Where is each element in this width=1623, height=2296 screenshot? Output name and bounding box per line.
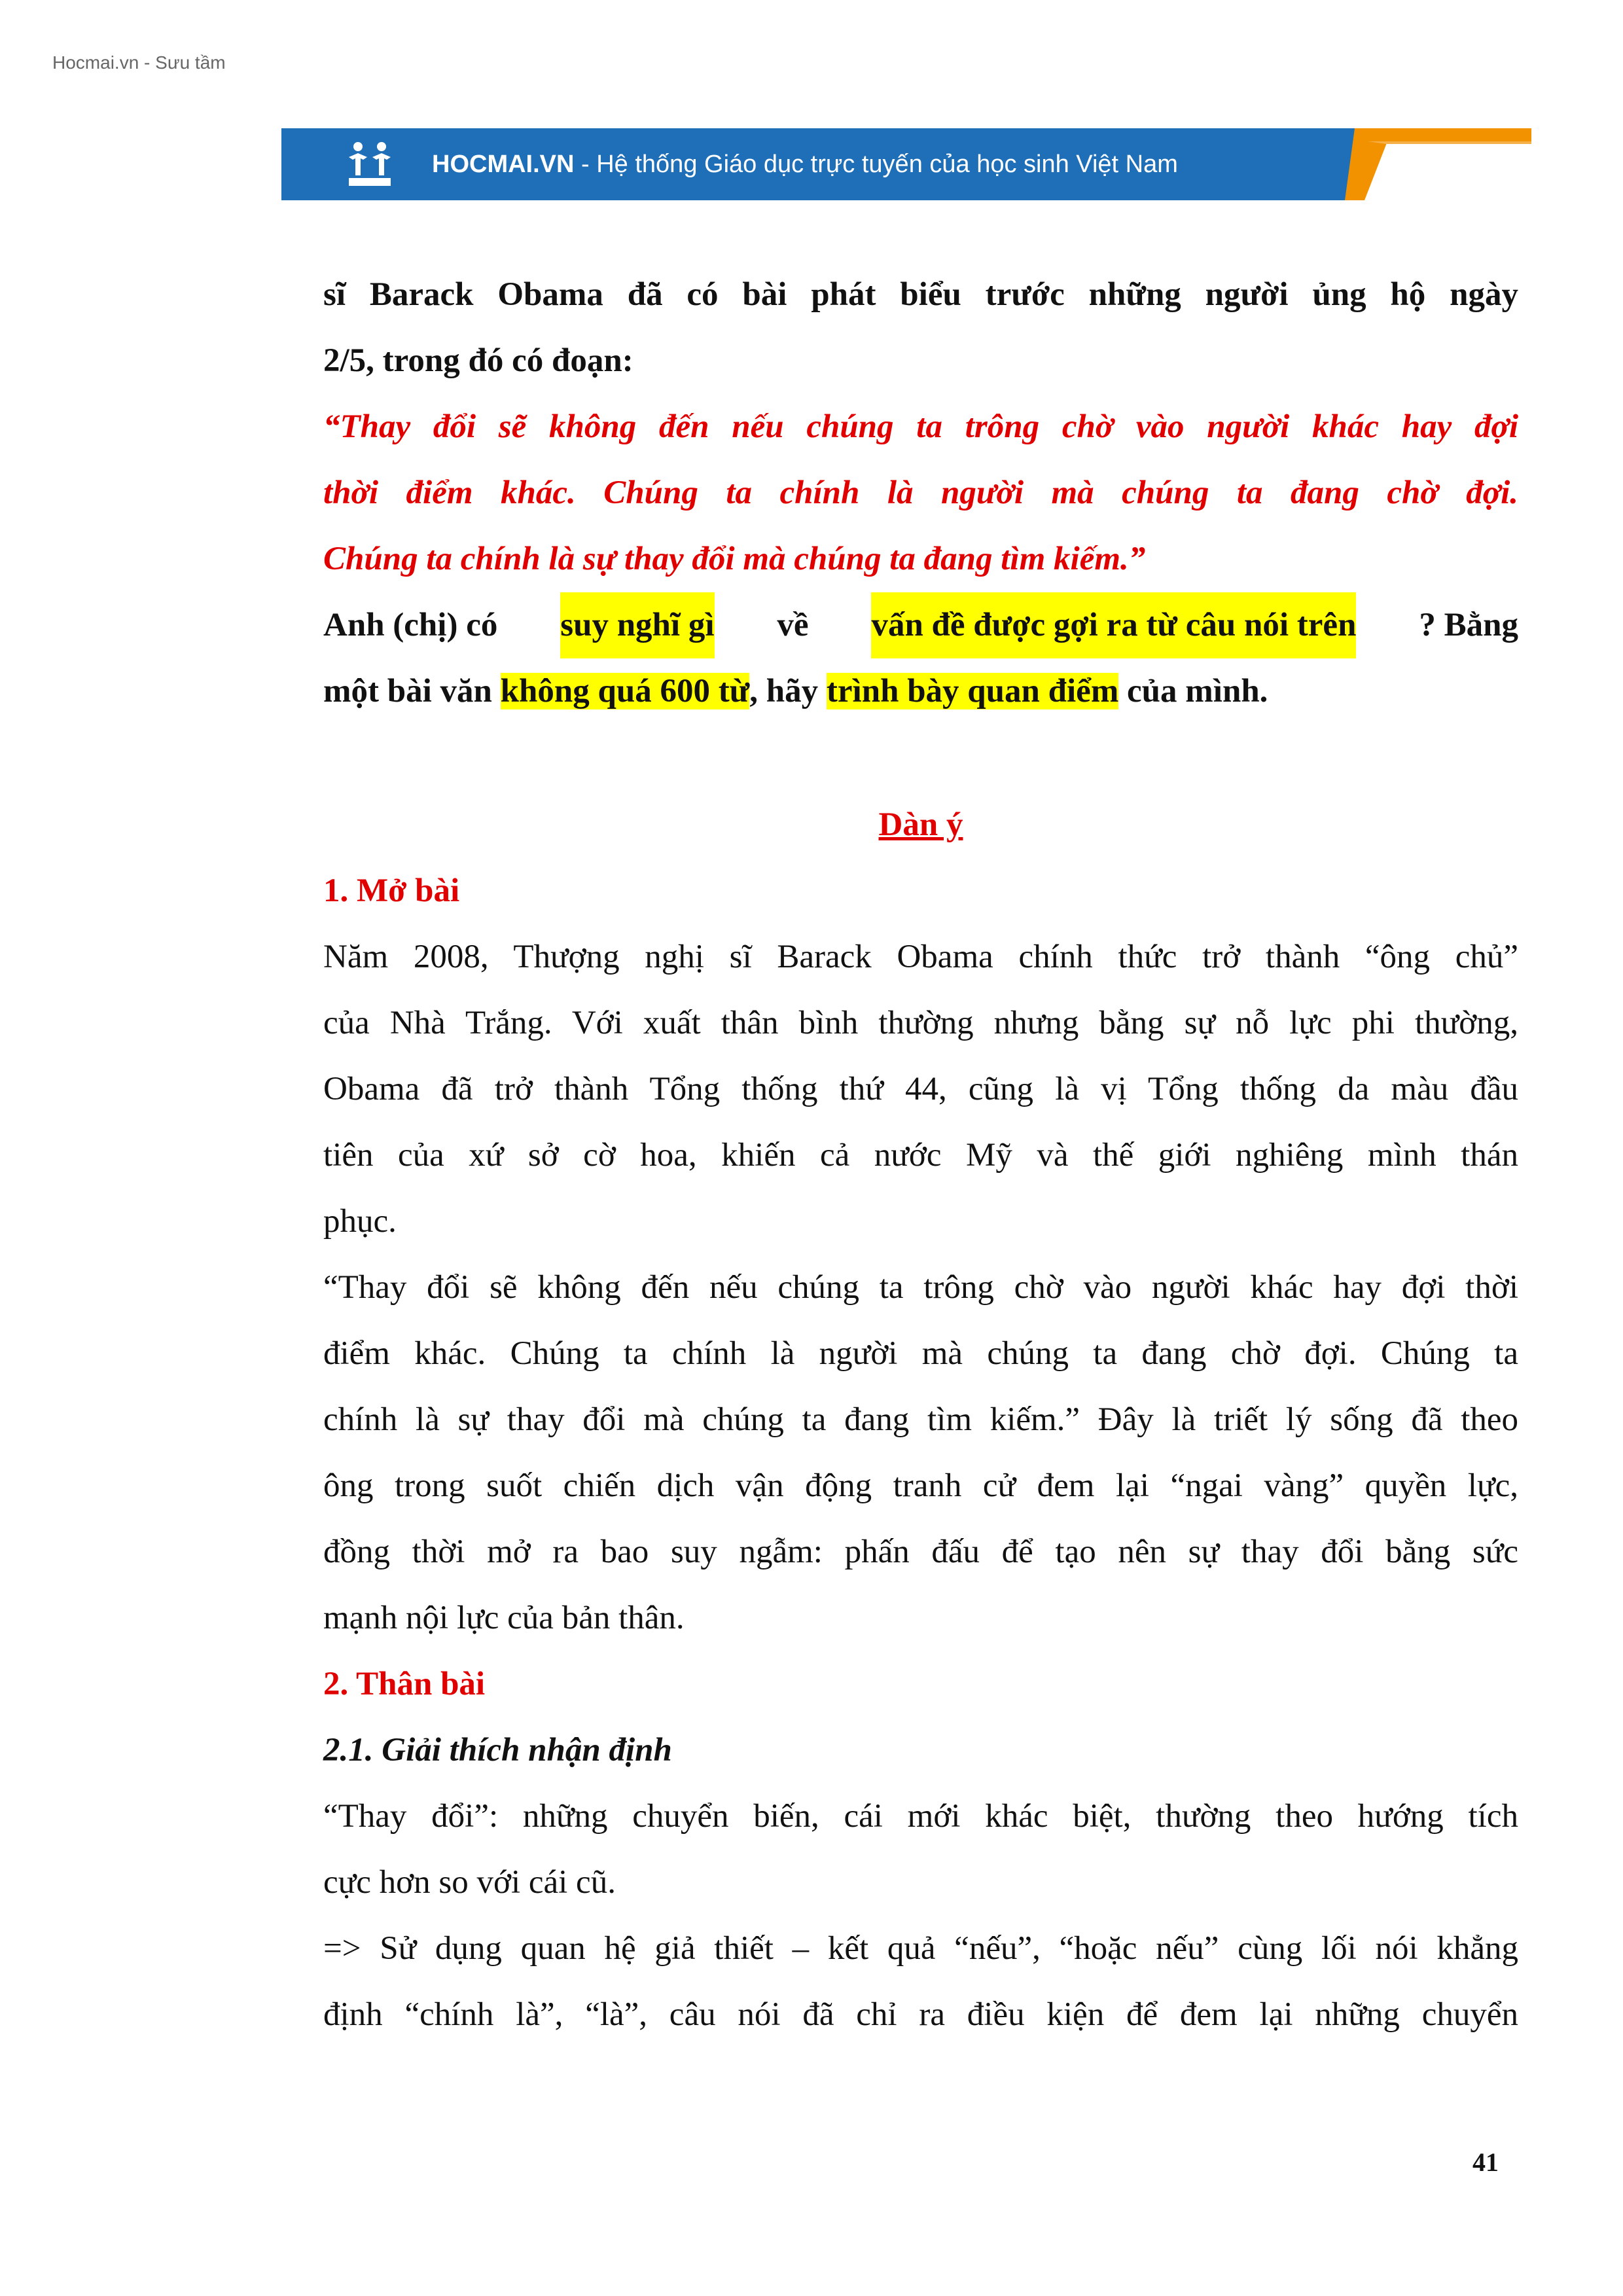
quote-line: thời điểm khác. Chúng ta chính là người mà chúng ta đang chờ đợi. [323,475,1518,511]
highlight: suy nghĩ gì [560,592,714,658]
banner-tagline: - Hệ thống Giáo dục trực tuyến của học sinh Việt Nam [574,151,1178,178]
paragraph-line: “Thay đổi sẽ không đến nếu chúng ta trông chờ vào người khác hay đợi thời [323,1269,1518,1306]
quote-line: Chúng ta chính là sự thay đổi mà chúng ta đang tìm kiếm.” [323,541,1146,577]
paragraph-line: ông trong suốt chiến dịch vận động tranh cử đem lại “ngai vàng” quyền lực, [323,1467,1518,1504]
hocmai-logo-icon [344,139,396,191]
paragraph-line: cực hơn so với cái cũ. [323,1864,616,1901]
quote-line: “Thay đổi sẽ không đến nếu chúng ta trông chờ vào người khác hay đợi [323,408,1518,445]
paragraph-line: đồng thời mở ra bao suy ngẫm: phấn đấu để tạo nên sự thay đổi bằng sức [323,1534,1518,1570]
question-line: Anh (chị) có suy nghĩ gì về vấn đề được gợi ra từ câu nói trên ? Bằng [323,592,1518,658]
section-heading: 1. Mở bài [323,872,460,909]
source-note: Hocmai.vn - Sưu tầm [52,52,226,73]
page-number: 41 [1472,2147,1499,2177]
paragraph-line: tiên của xứ sở cờ hoa, khiến cả nước Mỹ và thế giới nghiêng mình thán [323,1137,1518,1174]
intro-line: sĩ Barack Obama đã có bài phát biểu trước những người ủng hộ ngày [323,276,1518,313]
subsection-heading: 2.1. Giải thích nhận định [323,1732,672,1768]
paragraph-line: điểm khác. Chúng ta chính là người mà chúng ta đang chờ đợi. Chúng ta [323,1335,1518,1372]
paragraph-line: định “chính là”, “là”, câu nói đã chỉ ra điều kiện để đem lại những chuyển [323,1996,1518,2033]
paragraph-line: Obama đã trở thành Tổng thống thứ 44, cũng là vị Tổng thống da màu đầu [323,1071,1518,1107]
banner-brand: HOCMAI.VN [432,151,575,178]
question-line: một bài văn không quá 600 từ, hãy trình bày quan điểm của mình. [323,673,1268,709]
header-banner [281,128,1531,200]
paragraph-line: chính là sự thay đổi mà chúng ta đang tìm kiếm.” Đây là triết lý sống đã theo [323,1401,1518,1438]
paragraph-line: phục. [323,1203,397,1240]
outline-title: Dàn ý [878,806,963,843]
outline-block [323,792,1518,2048]
highlight: vấn đề được gợi ra từ câu nói trên [871,592,1356,658]
paragraph-line: Năm 2008, Thượng nghị sĩ Barack Obama chính thức trở thành “ông chủ” [323,939,1518,975]
banner-title [432,151,1178,179]
highlight: trình bày quan điểm [826,673,1119,709]
highlight: không quá 600 từ [500,673,750,709]
paragraph-line: => Sử dụng quan hệ giả thiết – kết quả “nếu”, “hoặc nếu” cùng lối nói khẳng [323,1930,1518,1967]
paragraph-line: của Nhà Trắng. Với xuất thân bình thường nhưng bằng sự nỗ lực phi thường, [323,1005,1518,1041]
paragraph-line: mạnh nội lực của bản thân. [323,1600,685,1636]
intro-line: 2/5, trong đó có đoạn: [323,342,633,379]
paragraph-line: “Thay đổi”: những chuyển biến, cái mới khác biệt, thường theo hướng tích [323,1798,1518,1835]
section-heading: 2. Thân bài [323,1666,486,1702]
problem-block [323,262,1518,725]
